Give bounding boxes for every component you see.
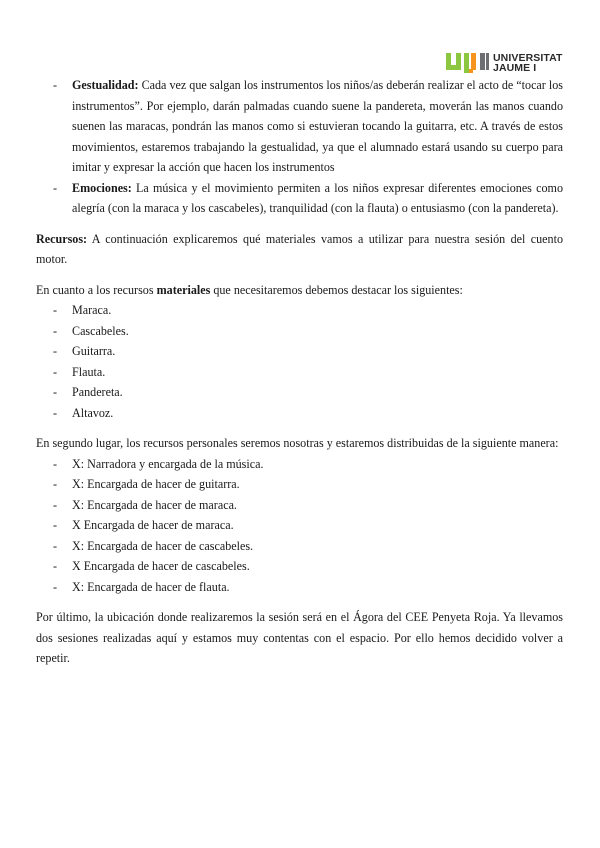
material-item: Maraca. [72, 303, 112, 317]
list-item [36, 382, 563, 403]
personal-item: X: Encargada de hacer de cascabeles. [72, 538, 254, 553]
university-logo [445, 52, 563, 76]
bullet-dash: - [53, 579, 58, 594]
materiales-list [36, 300, 563, 423]
recursos-title: Recursos: [36, 231, 88, 246]
material-item: Guitarra. [72, 344, 116, 358]
list-item [36, 495, 563, 516]
materiales-intro-paragraph [36, 280, 563, 301]
list-item [36, 556, 563, 577]
personal-item: X: Encargada de hacer de flauta. [72, 579, 230, 594]
bullet-dash: - [53, 405, 58, 420]
list-item [36, 536, 563, 557]
personal-item: X Encargada de hacer de maraca. [72, 518, 234, 532]
bullet-dash: - [53, 477, 58, 491]
personal-item: X Encargada de hacer de cascabeles. [72, 559, 250, 573]
list-item [36, 321, 563, 342]
personal-item: X: Encargada de hacer de maraca. [72, 497, 237, 512]
ubicacion-paragraph: Por último, la ubicación donde realizaremos la sesión será en el Ágora del CEE Penyeta Roja. Ya llevamos dos sesiones realizadas aquí y estamos muy contentas con el espacio. Por ello hemos decidido volver a repetir. [36, 610, 563, 665]
bullet-dash: - [53, 538, 58, 553]
bullet-dash: - [53, 344, 58, 358]
university-name-line1: UNIVERSITAT [493, 52, 563, 64]
personales-intro-paragraph: En segundo lugar, los recursos personales seremos nosotras y estaremos distribuidas de la siguiente manera: [36, 436, 559, 450]
bullet-dash: - [53, 78, 58, 92]
list-item [36, 474, 563, 495]
gestualidad-title: Gestualidad: [72, 78, 139, 92]
document-body [36, 75, 563, 669]
bullet-dash: - [53, 385, 58, 399]
list-item [36, 515, 563, 536]
materiales-intro-bold: materiales [156, 282, 211, 297]
university-name [493, 53, 563, 73]
recursos-paragraph [36, 229, 563, 270]
list-item [36, 577, 563, 598]
bullet-dash: - [53, 456, 58, 471]
material-item: Pandereta. [72, 385, 123, 399]
bullet-dash: - [53, 180, 58, 195]
uji-logo-mark-icon [445, 52, 491, 74]
emociones-text: La música y el movimiento permiten a los niños expresar diferentes emociones como alegría (con la maraca y los cascabeles), tranquilidad (con la flauta) o entusiasmo (con la pandereta). [72, 180, 563, 215]
emociones-title: Emociones: [72, 180, 132, 195]
list-item-gestualidad [36, 75, 563, 178]
material-item: Flauta. [72, 364, 106, 379]
bullet-dash: - [53, 364, 58, 379]
personal-item: X: Encargada de hacer de guitarra. [72, 477, 240, 491]
material-item: Cascabeles. [72, 323, 129, 338]
aspects-list [36, 75, 563, 219]
recursos-text: A continuación explicaremos qué materiales vamos a utilizar para nuestra sesión del cuento motor. [36, 231, 563, 266]
bullet-dash: - [53, 323, 58, 338]
materiales-intro-after: que necesitaremos debemos destacar los siguientes: [210, 282, 463, 297]
list-item [36, 454, 563, 475]
list-item [36, 403, 563, 424]
list-item [36, 362, 563, 383]
list-item [36, 341, 563, 362]
bullet-dash: - [53, 518, 58, 532]
personal-item: X: Narradora y encargada de la música. [72, 456, 264, 471]
materiales-intro-before: En cuanto a los recursos [36, 282, 157, 297]
material-item: Altavoz. [72, 405, 114, 420]
list-item [36, 300, 563, 321]
university-name-line2: JAUME I [493, 62, 537, 74]
bullet-dash: - [53, 497, 58, 512]
gestualidad-text: Cada vez que salgan los instrumentos los niños/as deberán realizar el acto de “tocar los instrumentos”. Por ejemplo, darán palmadas cuando suene la pandereta, moverán las manos cuando suenen las maracas, pondrán las manos como si estuvieran tocando la guitarra, etc. A través de estos movimientos, estaremos trabajando la gestualidad, ya que el alumnado estará usando su cuerpo para imitar y expresar la acción que hacen los instrumentos [72, 78, 563, 174]
bullet-dash: - [53, 559, 58, 573]
personales-list [36, 454, 563, 598]
bullet-dash: - [53, 303, 58, 317]
list-item-emociones [36, 178, 563, 219]
